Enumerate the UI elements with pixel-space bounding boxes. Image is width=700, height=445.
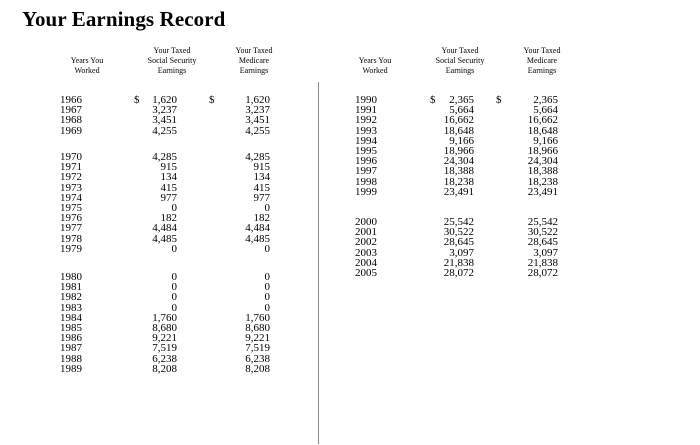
social-security-cell: 9,221	[152, 332, 177, 345]
right-year-group	[355, 217, 560, 278]
social-security-cell: 30,522	[443, 226, 474, 239]
earnings-row	[60, 343, 272, 353]
earnings-row	[60, 272, 272, 282]
earnings-row	[60, 126, 272, 136]
social-security-cell: 0	[171, 201, 177, 214]
social-security-cell: 4,255	[152, 124, 177, 137]
social-security-cell: 4,485	[152, 232, 177, 245]
year-cell: 1999	[355, 185, 377, 198]
currency-symbol: $	[209, 94, 215, 106]
medicare-cell: 16,662	[527, 114, 558, 127]
year-cell: 1989	[60, 362, 82, 375]
left-year-group	[60, 272, 272, 374]
medicare-cell: 5,664	[533, 104, 558, 117]
social-security-cell: 25,542	[443, 216, 474, 228]
social-security-cell: 0	[171, 271, 177, 283]
medicare-cell: 4,285	[245, 151, 270, 163]
year-cell: 2004	[355, 256, 377, 269]
year-cell: 1982	[60, 291, 82, 304]
right-year-group	[355, 95, 560, 197]
medicare-cell: 8,680	[245, 321, 270, 334]
left-year-group	[60, 95, 272, 136]
medicare-cell: 4,484	[245, 222, 270, 235]
social-security-cell: 24,304	[443, 155, 474, 168]
column-divider	[318, 82, 319, 444]
medicare-cell: 3,451	[245, 114, 270, 127]
earnings-row	[60, 244, 272, 254]
earnings-row	[60, 193, 272, 203]
medicare-cell: 182	[253, 212, 270, 225]
earnings-row	[60, 234, 272, 244]
year-cell: 1975	[60, 201, 82, 214]
medicare-cell: 3,237	[245, 104, 270, 117]
year-cell: 2003	[355, 246, 377, 259]
medicare-cell: 6,238	[245, 352, 270, 365]
medicare-cell: 23,491	[527, 185, 558, 198]
social-security-cell: 23,491	[443, 185, 474, 198]
medicare-cell: 0	[264, 271, 270, 283]
medicare-cell: 28,072	[527, 266, 558, 279]
year-cell: 1992	[355, 114, 377, 127]
header-years-left: Years You Worked	[70, 56, 104, 75]
social-security-cell: 18,648	[443, 124, 474, 137]
header-medicare-right: Your Taxed Medicare Earnings	[523, 46, 561, 75]
medicare-cell: 4,255	[245, 124, 270, 137]
earnings-row	[355, 268, 560, 278]
currency-symbol: $	[496, 94, 502, 106]
year-cell: 2002	[355, 236, 377, 249]
year-cell: 2000	[355, 216, 377, 228]
social-security-cell: 28,072	[443, 266, 474, 279]
year-cell: 1995	[355, 144, 377, 157]
year-cell: 1979	[60, 242, 82, 255]
header-years-right: Years You Worked	[358, 56, 392, 75]
year-cell: 1981	[60, 281, 82, 294]
social-security-cell: 1,620	[152, 94, 177, 106]
social-security-cell: 3,451	[152, 114, 177, 127]
year-cell: 1966	[60, 94, 82, 106]
medicare-cell: 0	[264, 201, 270, 214]
medicare-cell: 28,645	[527, 236, 558, 249]
earnings-row	[60, 223, 272, 233]
year-cell: 1988	[60, 352, 82, 365]
medicare-cell: 2,365	[533, 94, 558, 106]
social-security-cell: 0	[171, 291, 177, 304]
year-cell: 1967	[60, 104, 82, 117]
social-security-cell: 0	[171, 281, 177, 294]
social-security-cell: 5,664	[449, 104, 474, 117]
medicare-cell: 915	[253, 161, 270, 174]
left-year-group	[60, 152, 272, 254]
medicare-cell: 18,388	[527, 165, 558, 178]
year-cell: 1985	[60, 321, 82, 334]
medicare-cell: 30,522	[527, 226, 558, 239]
medicare-cell: 134	[253, 171, 270, 184]
social-security-cell: 915	[160, 161, 177, 174]
social-security-cell: 1,760	[152, 311, 177, 324]
year-cell: 1972	[60, 171, 82, 184]
medicare-cell: 0	[264, 242, 270, 255]
earnings-row	[355, 187, 560, 197]
header-social-security-right: Your Taxed Social Security Earnings	[435, 46, 485, 75]
social-security-cell: 3,237	[152, 104, 177, 117]
social-security-cell: 134	[160, 171, 177, 184]
year-cell: 1996	[355, 155, 377, 168]
earnings-row	[60, 292, 272, 302]
social-security-cell: 18,388	[443, 165, 474, 178]
earnings-row	[60, 364, 272, 374]
year-cell: 1971	[60, 161, 82, 174]
medicare-cell: 24,304	[527, 155, 558, 168]
medicare-cell: 3,097	[533, 246, 558, 259]
medicare-cell: 415	[253, 181, 270, 194]
social-security-cell: 182	[160, 212, 177, 225]
social-security-cell: 21,838	[443, 256, 474, 269]
social-security-cell: 415	[160, 181, 177, 194]
social-security-cell: 0	[171, 242, 177, 255]
medicare-cell: 0	[264, 281, 270, 294]
year-cell: 2001	[355, 226, 377, 239]
year-cell: 1994	[355, 134, 377, 147]
medicare-cell: 0	[264, 301, 270, 314]
social-security-cell: 18,238	[443, 175, 474, 188]
year-cell: 1970	[60, 151, 82, 163]
year-cell: 1978	[60, 232, 82, 245]
earnings-row	[355, 166, 560, 176]
year-cell: 1977	[60, 222, 82, 235]
medicare-cell: 4,485	[245, 232, 270, 245]
social-security-cell: 28,645	[443, 236, 474, 249]
social-security-cell: 4,484	[152, 222, 177, 235]
social-security-cell: 18,966	[443, 144, 474, 157]
header-medicare-left: Your Taxed Medicare Earnings	[235, 46, 273, 75]
medicare-cell: 18,648	[527, 124, 558, 137]
year-cell: 1973	[60, 181, 82, 194]
year-cell: 1993	[355, 124, 377, 137]
year-cell: 1998	[355, 175, 377, 188]
medicare-cell: 18,966	[527, 144, 558, 157]
year-cell: 1968	[60, 114, 82, 127]
medicare-cell: 18,238	[527, 175, 558, 188]
social-security-cell: 4,285	[152, 151, 177, 163]
year-cell: 1984	[60, 311, 82, 324]
medicare-cell: 9,221	[245, 332, 270, 345]
social-security-cell: 7,519	[152, 342, 177, 355]
social-security-cell: 9,166	[449, 134, 474, 147]
social-security-cell: 977	[160, 191, 177, 204]
social-security-cell: 0	[171, 301, 177, 314]
page-title: Your Earnings Record	[22, 7, 226, 31]
medicare-cell: 21,838	[527, 256, 558, 269]
social-security-cell: 6,238	[152, 352, 177, 365]
year-cell: 1997	[355, 165, 377, 178]
medicare-cell: 0	[264, 291, 270, 304]
year-cell: 2005	[355, 266, 377, 279]
medicare-cell: 1,760	[245, 311, 270, 324]
medicare-cell: 25,542	[527, 216, 558, 228]
medicare-cell: 9,166	[533, 134, 558, 147]
year-cell: 1983	[60, 301, 82, 314]
social-security-cell: 8,208	[152, 362, 177, 375]
year-cell: 1976	[60, 212, 82, 225]
medicare-cell: 8,208	[245, 362, 270, 375]
currency-symbol: $	[134, 94, 140, 106]
medicare-cell: 977	[253, 191, 270, 204]
social-security-cell: 3,097	[449, 246, 474, 259]
year-cell: 1990	[355, 94, 377, 106]
year-cell: 1991	[355, 104, 377, 117]
year-cell: 1969	[60, 124, 82, 137]
medicare-cell: 7,519	[245, 342, 270, 355]
year-cell: 1986	[60, 332, 82, 345]
social-security-cell: 16,662	[443, 114, 474, 127]
earnings-row	[60, 282, 272, 292]
year-cell: 1980	[60, 271, 82, 283]
year-cell: 1987	[60, 342, 82, 355]
currency-symbol: $	[430, 94, 436, 106]
social-security-cell: 8,680	[152, 321, 177, 334]
social-security-cell: 2,365	[449, 94, 474, 106]
medicare-cell: 1,620	[245, 94, 270, 106]
header-social-security-left: Your Taxed Social Security Earnings	[147, 46, 197, 75]
year-cell: 1974	[60, 191, 82, 204]
